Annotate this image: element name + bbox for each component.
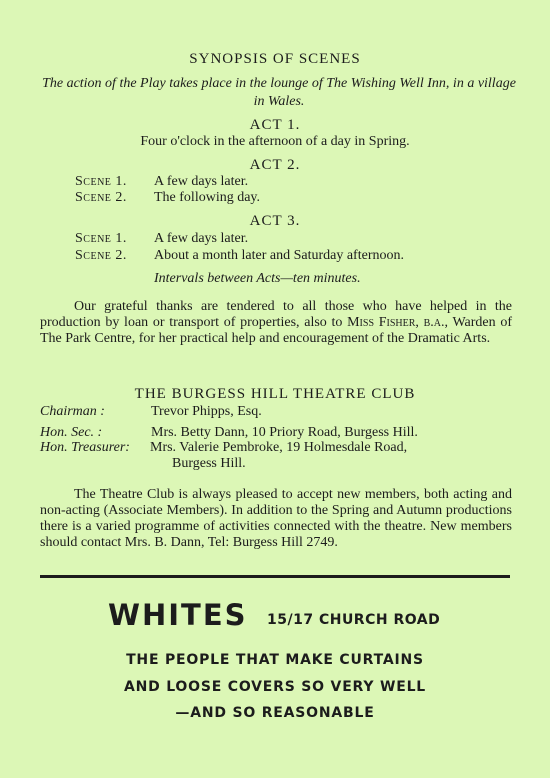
- secretary-value: Mrs. Betty Dann, 10 Priory Road, Burgess Hill.: [151, 425, 418, 440]
- club-title: THE BURGESS HILL THEATRE CLUB: [134, 386, 416, 402]
- thanks-paragraph: [40, 299, 512, 347]
- treasurer-value-1: Mrs. Valerie Pembroke, 19 Holmesdale Road,: [150, 440, 408, 455]
- thanks-text-a: Our grateful thanks are tendered to all those who have helped in the production by loan or transport of properties, also to: [40, 299, 512, 330]
- treasurer-value-2: Burgess Hill.: [172, 456, 246, 471]
- membership-paragraph: The Theatre Club is always pleased to accept new members, both acting and non-acting (Associate Members). In addition to the Spring and Autumn productions there is a varied programme of activities connected with the theatre. New members should contact Mrs. B. Dann, Tel: Burgess Hill 2749.: [40, 487, 512, 550]
- act2-scene2-label: Scene 2.: [75, 190, 127, 205]
- secretary-label: Hon. Sec. :: [40, 425, 103, 440]
- thanks-text-b: , Warden of The Park Centre, for her practical help and encouragement of the Dramatic Arts.: [40, 315, 512, 346]
- act1-text: Four o'clock in the afternoon of a day in Spring.: [140, 134, 410, 149]
- act3-scene1-label: Scene 1.: [75, 231, 127, 246]
- advert-line-3: —AND SO REASONABLE: [175, 705, 375, 721]
- act3-scene2-label: Scene 2.: [75, 248, 127, 263]
- treasurer-label: Hon. Treasurer:: [40, 440, 130, 455]
- chairman-label: Chairman :: [40, 404, 105, 419]
- act1-heading: ACT 1.: [249, 117, 301, 133]
- thanks-name: Miss Fisher, b.a.: [347, 315, 445, 330]
- act3-scene1-text: A few days later.: [154, 231, 249, 246]
- act2-scene1-text: A few days later.: [154, 174, 249, 189]
- advert-line-2: AND LOOSE COVERS SO VERY WELL: [123, 679, 427, 695]
- act2-heading: ACT 2.: [249, 157, 301, 173]
- synopsis-subtitle: The action of the Play takes place in the lounge of The Wishing Well Inn, in a village in Wales.: [42, 76, 516, 109]
- synopsis-title: SYNOPSIS OF SCENES: [189, 51, 361, 67]
- advert-name: WHITES: [108, 598, 248, 632]
- intervals-note: Intervals between Acts—ten minutes.: [154, 271, 361, 286]
- chairman-value: Trevor Phipps, Esq.: [151, 404, 262, 419]
- advert-line-1: THE PEOPLE THAT MAKE CURTAINS: [126, 652, 424, 668]
- act3-scene2-text: About a month later and Saturday afternoon.: [154, 248, 404, 263]
- act2-scene2-text: The following day.: [154, 190, 261, 205]
- act2-scene1-label: Scene 1.: [75, 174, 127, 189]
- act3-heading: ACT 3.: [249, 213, 301, 229]
- divider-rule: [40, 575, 510, 578]
- advert-address: 15/17 CHURCH ROAD: [267, 612, 441, 628]
